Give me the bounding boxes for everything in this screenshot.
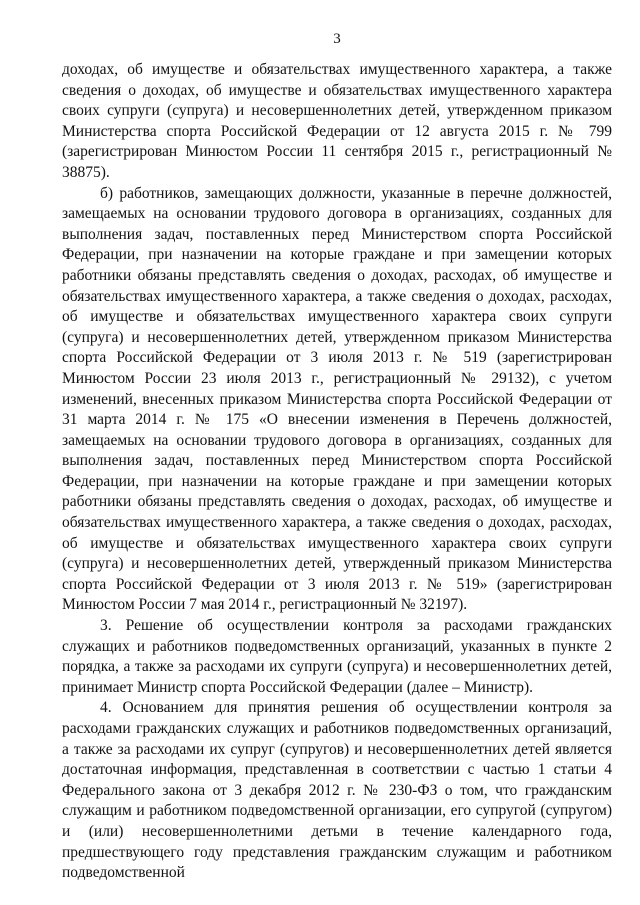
paragraph-item-b: б) работников, замещающих должности, указанные в перечне должностей, замещаемых на основании трудового договора в организациях, созданных для выполнения задач, поставленных перед Министерством спорта Российской Федерации, при назначении на которые граждане и при замещении которых работники обязаны представлять сведения о доходах, расходах, об имуществе и обязательствах имущественного характера, а также сведения о доходах, расходах, об имуществе и обязательствах имущественного характера своих супруги (супруга) и несовершеннолетних детей, утвержденном приказом Министерства спорта Российской Федерации от 3 июля 2013 г. № 519 (зарегистрирован Минюстом России 23 июля 2013 г., регистрационный № 29132), с учетом изменений, внесенных приказом Министерства спорта Российской Федерации от 31 марта 2014 г. № 175 «О внесении изменения в Перечень должностей, замещаемых на основании трудового договора в организациях, созданных для выполнения задач, поставленных перед Министерством спорта Российской Федерации, при назначении на которые граждане и при замещении которых работники обязаны представлять сведения о доходах, расходах, об имуществе и обязательствах имущественного характера, а также сведения о доходах, расходах, об имуществе и обязательствах имущественного характера своих супруги (супруга) и несовершеннолетних детей, утвержденный приказом Министерства спорта Российской Федерации от 3 июля 2013 г. № 519» (зарегистрирован Минюстом России 7 мая 2014 г., регистрационный № 32197). xyxy=(62,184,612,614)
paragraph-item-3: 3. Решение об осуществлении контроля за расходами гражданских служащих и работников подведомственных организаций, указанных в пункте 2 порядка, а также за расходами их супруги (супруга) и несовершеннолетних детей, принимает Министр спорта Российской Федерации (далее – Министр). xyxy=(62,617,612,696)
page-number: 3 xyxy=(333,31,341,47)
paragraph-item-4: 4. Основанием для принятия решения об осуществлении контроля за расходами гражданских служащих и работников подведомственных организаций, а также за расходами их супруг (супругов) и несовершеннолетних детей является достаточная информация, представленная в соответствии с частью 1 статьи 4 Федерального закона от 3 декабря 2012 г. № 230-ФЗ о том, что гражданским служащим и работником подведомственной организации, его супругой (супругом) и (или) несовершеннолетними детьми в течение календарного года, предшествующего году представления гражданским служащим и работником подведомственной xyxy=(62,699,612,882)
paragraph-continuation: доходах, об имуществе и обязательствах имущественного характера, а также сведения о доходах, об имуществе и обязательствах имущественного характера своих супруги (супруга) и несовершеннолетних детей, утвержденном приказом Министерства спорта Российской Федерации от 12 августа 2015 г. № 799 (зарегистрирован Минюстом России 11 сентября 2015 г., регистрационный № 38875). xyxy=(62,61,612,181)
document-page xyxy=(62,30,612,884)
